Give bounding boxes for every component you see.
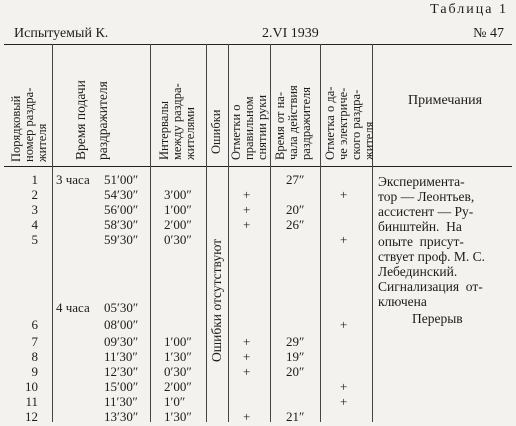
row-correct-mark: + [243, 217, 251, 232]
subject-label: Испытуемый К. [14, 26, 109, 41]
row-interval: 1′00″ [164, 334, 192, 349]
row-time: 12′30″ [104, 364, 139, 379]
date-label: 2.VI 1939 [262, 26, 319, 41]
row-interval: 3′00″ [164, 187, 192, 202]
col-separator [206, 44, 207, 422]
row-time: 54′30″ [104, 187, 139, 202]
row-time: 11′30″ [104, 394, 138, 409]
row-shock-mark: + [340, 379, 348, 394]
row-shock-mark: + [340, 317, 348, 332]
row-shock-mark: + [340, 232, 348, 247]
row-number: 11 [25, 394, 38, 409]
row-number: 1 [31, 172, 38, 187]
row-number: 8 [31, 349, 38, 364]
row-correct-mark: + [243, 364, 251, 379]
row-interval: 0′30″ [164, 232, 192, 247]
row-number: 10 [25, 379, 38, 394]
row-response-time: 19″ [286, 349, 305, 364]
row-time: 59′30″ [104, 232, 139, 247]
row-number: 3 [31, 202, 38, 217]
row-interval: 2′00″ [164, 217, 192, 232]
col-separator [228, 44, 229, 422]
col-separator [150, 44, 151, 422]
row-time: 09′30″ [104, 334, 139, 349]
row-interval: 2′00″ [164, 379, 192, 394]
col-separator [52, 44, 53, 422]
row-number: 2 [31, 187, 38, 202]
header-rule [4, 166, 512, 167]
row-interval: 1′0″ [164, 394, 186, 409]
row-response-time: 20″ [286, 364, 305, 379]
row-time: 51′00″ [104, 172, 139, 187]
row-time: 15′00″ [104, 379, 139, 394]
row-time: 05′30″ [104, 300, 139, 315]
row-response-time: 26″ [286, 217, 305, 232]
row-time: 56′00″ [104, 202, 139, 217]
protocol-number: № 47 [473, 26, 504, 41]
row-response-time: 20″ [286, 202, 305, 217]
row-time: 08′00″ [104, 317, 139, 332]
row-correct-mark: + [243, 349, 251, 364]
row-interval: 1′00″ [164, 202, 192, 217]
row-time: 11′30″ [104, 349, 138, 364]
row-correct-mark: + [243, 334, 251, 349]
row-shock-mark: + [340, 187, 348, 202]
header-stimulus-time: Время подачи раздражителя [73, 80, 110, 160]
row-interval: 1′30″ [164, 409, 192, 424]
table-caption: Таблица 1 [430, 2, 508, 17]
col-separator [270, 44, 271, 422]
top-rule [4, 44, 512, 45]
row-number: 9 [31, 364, 38, 379]
row-time: 58′30″ [104, 217, 139, 232]
row-number: 12 [25, 409, 38, 424]
header-notes: Примечания [408, 93, 483, 108]
row-number: 7 [31, 334, 38, 349]
row-interval: 0′30″ [164, 364, 192, 379]
header-electric-shock: Отметка о да- че электриче- ского раздра- жителя [323, 86, 376, 160]
row-correct-mark: + [243, 202, 251, 217]
col-separator [320, 44, 321, 422]
row-response-time: 27″ [286, 172, 305, 187]
row-number: 5 [31, 232, 38, 247]
row-time: 13′30″ [104, 409, 139, 424]
row-interval: 1′30″ [164, 349, 192, 364]
header-response-time: Время от на- чала действия раздражителя [273, 85, 313, 160]
notes-text: Эксперимента- тор — Леонтьев, ассистент — Ру- бинштейн. На опыте присут- ствует проф. М. С. Лебединский. Сигнализация от- ключена [378, 174, 485, 309]
row-correct-mark: + [243, 187, 251, 202]
row-number: 6 [31, 317, 38, 332]
row-shock-mark: + [340, 394, 348, 409]
row-correct-mark: + [243, 409, 251, 424]
header-intervals: Интервалы между раздра- жителями [157, 83, 197, 160]
header-order-number: Порядковый номер раздра- жителя [9, 87, 49, 162]
row-response-time: 29″ [286, 334, 305, 349]
row-response-time: 21″ [286, 409, 305, 424]
break-note: Перерыв [412, 311, 463, 326]
row-hour: 4 часа [56, 300, 90, 315]
row-number: 4 [31, 217, 38, 232]
header-errors: Ошибки [209, 109, 223, 154]
header-correct-marks: Отметки о правильном снятии руки [229, 94, 269, 160]
errors-absent-note: Ошибки отсутствуют [209, 238, 224, 362]
row-hour: 3 часа [56, 172, 90, 187]
